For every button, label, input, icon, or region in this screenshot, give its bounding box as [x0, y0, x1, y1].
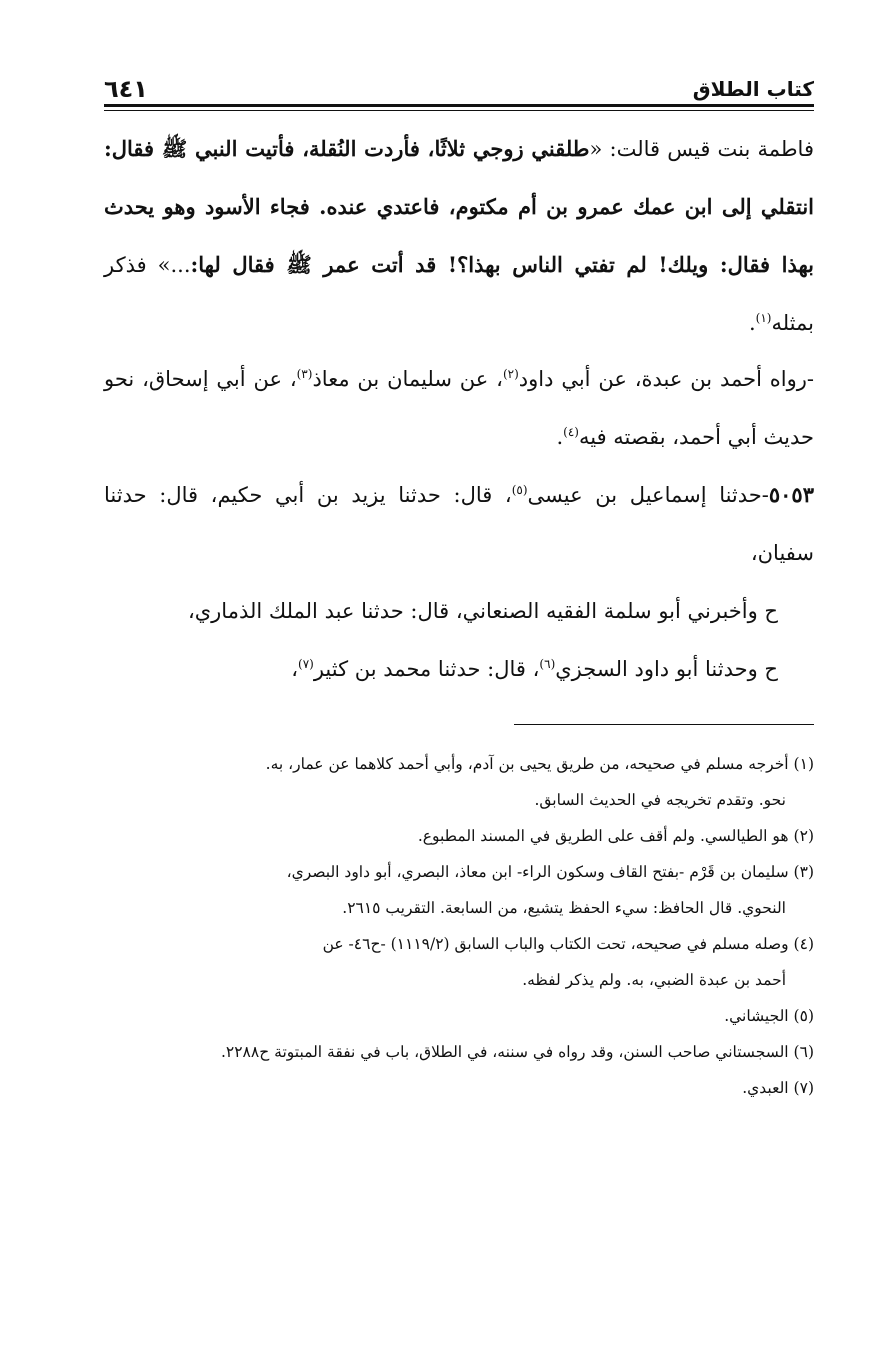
text-segment: ...» فذكر بمثله [104, 253, 814, 335]
text-segment: . [556, 425, 564, 449]
chain-line-1: ح وأخبرني أبو سلمة الفقيه الصنعاني، قال: حدثنا عبد الملك الذماري، [187, 599, 778, 623]
footnote-label: (٢) [793, 827, 814, 845]
footnote-5 [104, 998, 814, 1034]
footnote-4 [104, 926, 814, 998]
footnote-text: الجيشاني. [724, 1007, 789, 1025]
footnote-text: العبدي. [742, 1079, 789, 1097]
footnote-label: (١) [793, 755, 814, 773]
footnote-ref-5[interactable]: (٥) [511, 483, 528, 497]
hadith-quote: طلقني زوجي ثلاثًا، فأردت النُقلة، فأتيت النبي ﷺ فقال: انتقلي إلى ابن عمك عمرو بن أم مكتوم، فاعتدي عنده. فجاء الأسود وهو يحدث بهذا فقال: ويلك! لم تفتي الناس بهذا؟! قد أتت عمر ﷺ فقال لها: [104, 136, 815, 277]
footnote-ref-6[interactable]: (٦) [539, 657, 556, 671]
text-segment: ، عن سليمان بن معاذ [312, 367, 503, 391]
text-segment: ح وحدثنا أبو داود السجزي [555, 657, 778, 681]
footnote-6 [104, 1034, 814, 1070]
footnote-label: (٦) [793, 1043, 814, 1061]
text-segment: ، عن أبي إسحاق، نحو حديث أبي أحمد، بقصته فيه [104, 367, 814, 449]
footnote-ref-3[interactable]: (٣) [296, 367, 313, 381]
footnote-label: (٣) [793, 863, 814, 881]
text-segment: ، [291, 657, 299, 681]
main-text [104, 120, 814, 698]
footnote-2 [104, 818, 814, 854]
footnotes [104, 746, 814, 1106]
footnote-label: (٧) [793, 1079, 814, 1097]
hadith-number: ٥٠٥٣ [768, 482, 814, 507]
footnote-7 [104, 1070, 814, 1106]
text-segment: . [748, 311, 756, 335]
footnote-label: (٥) [793, 1007, 814, 1025]
footnote-text: وصله مسلم في صحيحه، تحت الكتاب والباب السابق (١١١٩/٢) -ح٤٦- عن [322, 935, 789, 953]
text-segment: فاطمة بنت قيس قالت: « [589, 137, 814, 161]
chain-line-2 [104, 640, 814, 698]
footnote-text: أخرجه مسلم في صحيحه، من طريق يحيى بن آدم، وأبي أحمد كلاهما عن عمار، به. [265, 755, 789, 773]
paragraph-hadith-5053 [104, 466, 814, 582]
footnote-ref-2[interactable]: (٢) [502, 367, 519, 381]
header-rule-thick [104, 104, 814, 107]
footnote-text: السجستاني صاحب السنن، وقد رواه في سننه، في الطلاق، باب في نفقة المبتوتة ح٢٢٨٨. [220, 1043, 789, 1061]
footnote-ref-4[interactable]: (٤) [563, 425, 579, 439]
book-page [104, 0, 814, 1368]
text-segment: -حدثنا إسماعيل بن عيسى [527, 483, 769, 507]
footnote-1 [104, 746, 814, 818]
footnote-text: سليمان بن قَرْم -بفتح القاف وسكون الراء- ابن معاذ، البصري، أبو داود البصري، [286, 863, 789, 881]
footnote-text-continued: النحوي. قال الحافظ: سيء الحفظ يتشيع، من السابعة. التقريب ٢٦١٥. [342, 899, 786, 917]
text-segment: ، قال: حدثنا يزيد بن أبي حكيم، قال: حدثنا سفيان، [104, 483, 814, 565]
chapter-title: كتاب الطلاق [692, 77, 814, 101]
running-header [104, 74, 814, 104]
footnote-3 [104, 854, 814, 926]
page-number: ٦٤١ [104, 75, 148, 103]
header-rule-thin [104, 110, 814, 111]
footnote-text: هو الطيالسي. ولم أقف على الطريق في المسند المطبوع. [417, 827, 789, 845]
paragraph-isnad [104, 350, 814, 466]
footnote-ref-7[interactable]: (٧) [298, 657, 314, 671]
footnote-text-continued: أحمد بن عبدة الضبي، به. ولم يذكر لفظه. [522, 971, 786, 989]
footnote-text-continued: نحو. وتقدم تخريجه في الحديث السابق. [534, 791, 786, 809]
text-segment: ، قال: حدثنا محمد بن كثير [313, 657, 540, 681]
footnote-label: (٤) [793, 935, 814, 953]
footnote-ref-1[interactable]: (١) [755, 311, 772, 325]
text-segment: -رواه أحمد بن عبدة، عن أبي داود [518, 367, 814, 391]
footnote-separator [514, 724, 814, 725]
paragraph-hadith-text [104, 120, 814, 352]
